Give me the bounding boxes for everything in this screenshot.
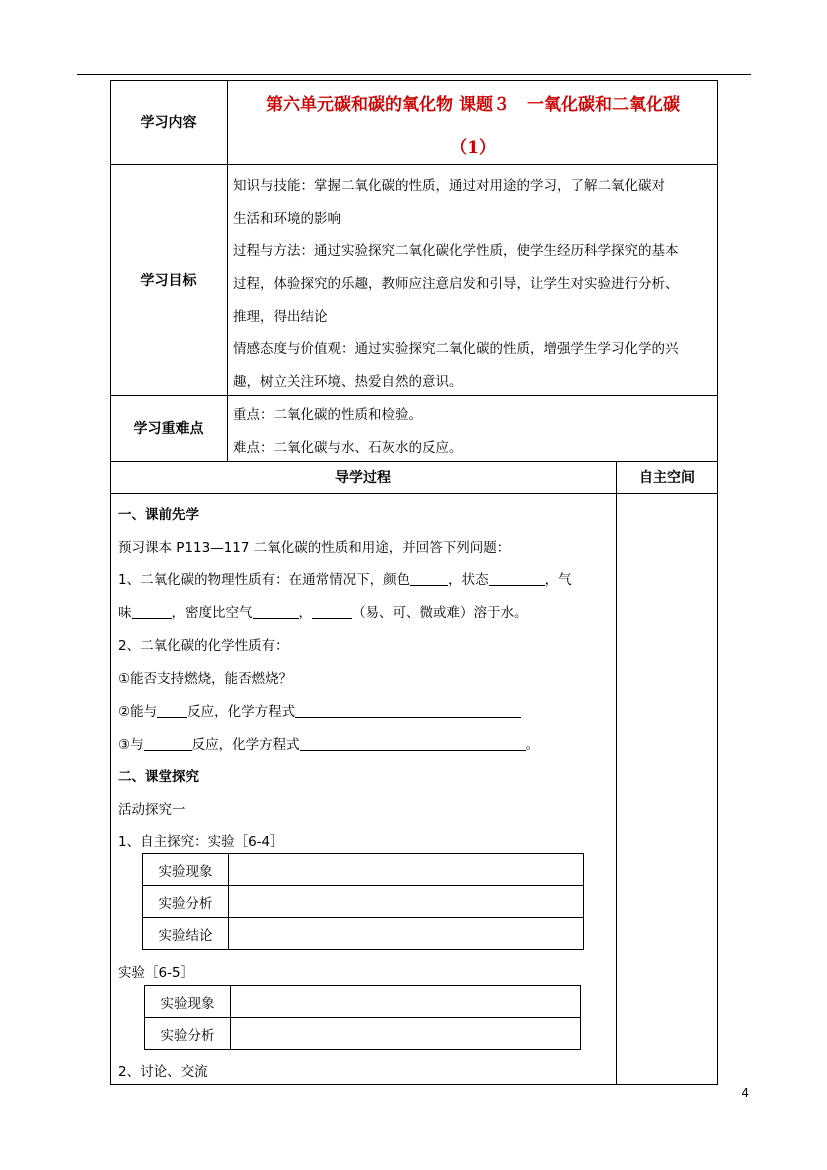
guided-process-header: 导学过程 — [335, 470, 391, 486]
question-2-item-1: ①能否支持燃烧，能否燃烧？ — [118, 671, 293, 687]
answer-blank[interactable] — [157, 703, 187, 718]
table-label: 实验分析 — [143, 886, 229, 918]
q1-text: ，密度比空气 — [171, 605, 253, 621]
table-row — [143, 886, 584, 918]
q1-text: ，气 — [544, 572, 572, 588]
header-rule — [77, 74, 751, 75]
difficult-point: 难点：二氧化碳与水、石灰水的反应。 — [233, 440, 463, 456]
table-answer-cell[interactable] — [229, 854, 584, 886]
preview-instruction: 预习课本 P113—117 二氧化碳的性质和用途，并回答下列问题： — [118, 540, 511, 556]
equation-blank[interactable] — [300, 736, 526, 751]
q2-text: 反应，化学方程式 — [191, 737, 300, 753]
goal-line: 知识与技能：掌握二氧化碳的性质，通过对用途的学习，了解二氧化碳对 — [233, 178, 665, 194]
section-preview-heading: 一、课前先学 — [118, 507, 199, 523]
answer-blank[interactable] — [410, 571, 448, 586]
table-row — [145, 1018, 581, 1050]
answer-blank[interactable] — [144, 736, 192, 751]
page-number: 4 — [741, 1086, 749, 1100]
lesson-title-part: （1） — [450, 138, 496, 158]
answer-blank[interactable] — [132, 604, 172, 619]
experiment-6-5-heading: 实验［6-5］ — [118, 965, 195, 981]
table-row — [143, 854, 584, 886]
answer-blank[interactable] — [253, 604, 299, 619]
table-label: 实验现象 — [143, 854, 229, 886]
explore-1: 1、自主探究：实验［6-4］ — [118, 834, 284, 850]
study-goals-label: 学习目标 — [140, 272, 197, 289]
question-1-line-1 — [118, 568, 572, 588]
table-answer-cell[interactable] — [229, 918, 584, 950]
table-answer-cell[interactable] — [231, 1018, 581, 1050]
q1-text: 1、二氧化碳的物理性质有：在通常情况下，颜色 — [118, 572, 411, 588]
q2-text: ③与 — [118, 737, 144, 753]
question-2-item-3 — [118, 733, 539, 753]
table-row — [145, 986, 581, 1018]
table-answer-cell[interactable] — [229, 886, 584, 918]
q1-text: 味 — [118, 605, 132, 621]
question-2-item-2 — [118, 700, 521, 720]
study-content-label: 学习内容 — [140, 115, 197, 131]
answer-blank[interactable] — [489, 571, 545, 586]
row-separator — [110, 493, 718, 494]
q2-text: 反应，化学方程式 — [187, 704, 296, 720]
table-border-bottom — [110, 1084, 718, 1085]
q2-text: ②能与 — [118, 704, 158, 720]
space-column-divider — [616, 461, 617, 1085]
table-label: 实验结论 — [143, 918, 229, 950]
activity-heading: 活动探究一 — [118, 802, 186, 818]
question-1-line-2 — [118, 601, 528, 621]
table-row — [143, 918, 584, 950]
key-difficult-label: 学习重难点 — [133, 421, 204, 437]
table-label: 实验分析 — [145, 1018, 231, 1050]
experiment-6-4-table — [142, 853, 584, 950]
q2-text: 。 — [525, 737, 540, 753]
q1-text: ， — [298, 605, 312, 621]
goal-line: 趣，树立关注环境、热爱自然的意识。 — [233, 374, 463, 390]
section-classroom-heading: 二、课堂探究 — [118, 769, 199, 785]
goal-line: 过程与方法：通过实验探究二氧化碳化学性质，使学生经历科学探究的基本 — [233, 243, 679, 259]
table-answer-cell[interactable] — [231, 986, 581, 1018]
self-space-header: 自主空间 — [639, 470, 695, 486]
lesson-title: 第六单元碳和碳的氧化物 课题３ 一氧化碳和二氧化碳 — [266, 95, 680, 115]
question-2: 2、二氧化碳的化学性质有： — [118, 638, 289, 654]
key-point: 重点：二氧化碳的性质和检验。 — [233, 407, 422, 423]
equation-blank[interactable] — [295, 703, 521, 718]
table-border-right — [717, 80, 718, 1085]
answer-blank[interactable] — [312, 604, 352, 619]
q1-text: ，状态 — [448, 572, 489, 588]
table-label: 实验现象 — [145, 986, 231, 1018]
experiment-6-5-table — [144, 985, 581, 1050]
goal-line: 情感态度与价值观：通过实验探究二氧化碳的性质，增强学生学习化学的兴 — [233, 341, 679, 357]
goal-line: 生活和环境的影响 — [233, 211, 341, 227]
q1-text: （易、可、微或难）溶于水。 — [352, 605, 528, 621]
goal-line: 推理，得出结论 — [233, 309, 328, 325]
discuss-heading: 2、讨论、交流 — [118, 1064, 208, 1080]
goal-line: 过程，体验探究的乐趣，教师应注意启发和引导，让学生对实验进行分析、 — [233, 276, 679, 292]
